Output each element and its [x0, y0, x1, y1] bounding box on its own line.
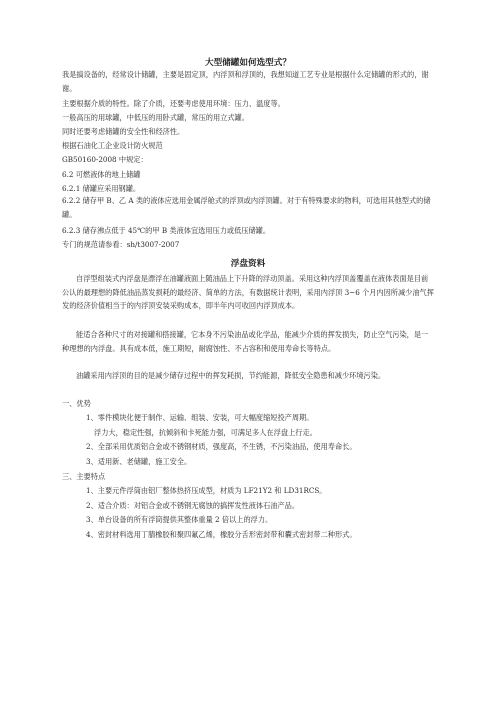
section-advantages: 一、优势	[62, 399, 91, 408]
advantage-item: 浮力大，稳定性强，抗倾斜和卡死能力强，可满足多人在浮盘上行走。	[94, 428, 317, 437]
text-line: 一般高压的用球罐，中低压的用卧式罐，常压的用立式罐。	[62, 113, 249, 122]
clause-6-2-1: 6.2.1 储罐应采用钢罐。	[62, 184, 141, 193]
text-line: 主要根据介质的特性。除了介质，还要考虑使用环境：压力、温度等。	[62, 99, 285, 108]
paragraph-2: 能适合各种尺寸的对接罐和搭接罐，它本身不污染油品或化学品，能减少介质的挥发损失，防止空气污染，是一种理想的内浮盘。具有成本低，施工期短，耐腐蚀性、不占容积和使用寿命长等特点。	[62, 330, 429, 353]
paragraph-1: 自浮型组装式内浮盘是漂浮在油罐液面上随油品上下升降的浮动顶盖。采用这种内浮顶盖覆盖在液体表面是目前公认的最理想的降低油品蒸发损耗的最经济、简单的方法，有数据统计表明，采用内浮顶 3~6 个月内因所减少油气挥发的经济价值相当于的内浮顶安装采购成本，即半年内可收回内浮顶成本。	[62, 274, 434, 311]
title-floating-deck: 浮盘资料	[230, 259, 266, 269]
text-line: 根据石油化工企业设计防火规范	[62, 141, 163, 150]
title-tank-selection: 大型储罐如何选型式？	[205, 58, 291, 68]
clause-6-2-2: 6.2.2 储存甲 B、乙 A 类的液体应选用金属浮舱式的浮顶或内浮顶罐。对于有特殊要求的物料，可选用其他型式的储罐。	[62, 196, 431, 219]
clause-6-2: 6.2 可燃液体的地上储罐	[62, 170, 141, 179]
advantage-item: 3、适用新、老储罐，施工安全。	[86, 457, 192, 466]
section-features: 三、主要特点	[62, 472, 106, 481]
paragraph-3: 油罐采用内浮顶的目的是减少储存过程中的挥发耗损，节约能源，降低安全隐患和减少环境污染。	[76, 371, 386, 380]
advantage-item: 2、全部采用优质铝合金或不锈钢材质，强度高，不生锈，不污染油品，使用寿命长。	[86, 442, 357, 451]
feature-item: 4、密封材料选用丁腈橡胶和聚四氟乙烯，橡胶分舌形密封带和囊式密封带二种形式。	[86, 530, 357, 539]
feature-item: 3、单台设备的所有浮筒提供其整体重量 2 倍以上的浮力。	[86, 515, 273, 524]
advantage-item: 1、零件模块化便于制作、运输、组装、安装，可大幅度缩短投产周期。	[86, 413, 314, 422]
text-line: GB50160-2008 中规定：	[62, 155, 148, 164]
spec-reference: 专门的规范请参看：sh/t3007-2007	[62, 240, 180, 249]
feature-item: 1、主要元件浮筒由铝厂整体热挤压成型，材质为 LF21Y2 和 LD31RCS。	[86, 486, 327, 495]
question-paragraph: 我是搞设备的，经常设计储罐，主要是固定顶，内浮顶和浮顶的，我想知道工艺专业是根据什么定储罐的形式的，谢谢。	[62, 70, 429, 93]
clause-6-2-3: 6.2.3 储存沸点低于 45℃的甲 B 类液体宜选用压力或低压储罐。	[62, 226, 271, 235]
feature-item: 2、适合介质：对铝合金或不锈钢无腐蚀的搞挥发性液体石油产品。	[86, 501, 300, 510]
text-line: 同时还要考虑储罐的安全性和经济性。	[62, 127, 185, 136]
